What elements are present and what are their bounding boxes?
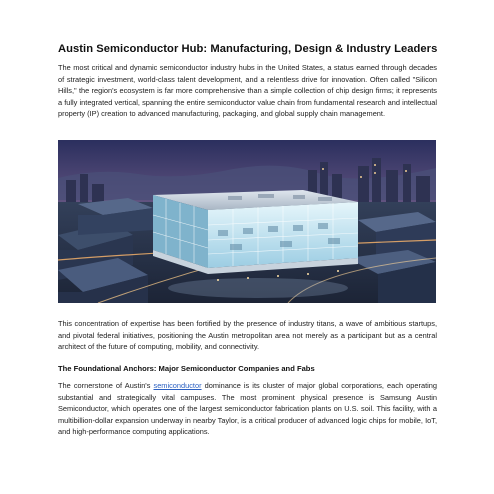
intro-paragraph: The most critical and dynamic semiconductor industry hubs in the United States, a status earned through decades of strategic investment, world-class talent development, and a relentless drive for innovation. Often called "Silicon Hills," the region's ecosystem is far more comprehensive than a simple collection of chip design firms; it represents a fully integrated vertical, spanning the entire semiconductor value chain from fundamental research and intellectual property (IP) creation to advanced manufacturing, packaging, and global supply chain management. [58, 63, 437, 119]
article-title: Austin Semiconductor Hub: Manufacturing, Design & Industry Leaders [58, 43, 438, 55]
anchors-text-start: The cornerstone of Austin's [58, 381, 154, 390]
expertise-paragraph: This concentration of expertise has been fortified by the presence of industry titans, a wave of ambitious startups, and pivotal federal initiatives, positioning the Austin metropolitan area not merely as a participant but as a central architect of the future of computing, mobility, and connectivity. [58, 319, 437, 352]
anchors-text-rest: dominance is its cluster of major global corporations, each operating substantial and strategically vital campuses. The most prominent physical presence is Samsung Austin Semiconductor, which operates one of the largest semiconductor fabrication plants on U.S. soil. This facility, with a multibillion-dollar expansion underway in nearby Taylor, is a critical producer of advanced logic chips for mobile, IoT, and high-performance computing applications. [58, 381, 437, 437]
semiconductor-link[interactable]: semiconductor [153, 381, 202, 390]
section-heading: The Foundational Anchors: Major Semiconductor Companies and Fabs [58, 364, 315, 373]
anchors-paragraph [58, 380, 437, 438]
hero-image [58, 140, 436, 303]
